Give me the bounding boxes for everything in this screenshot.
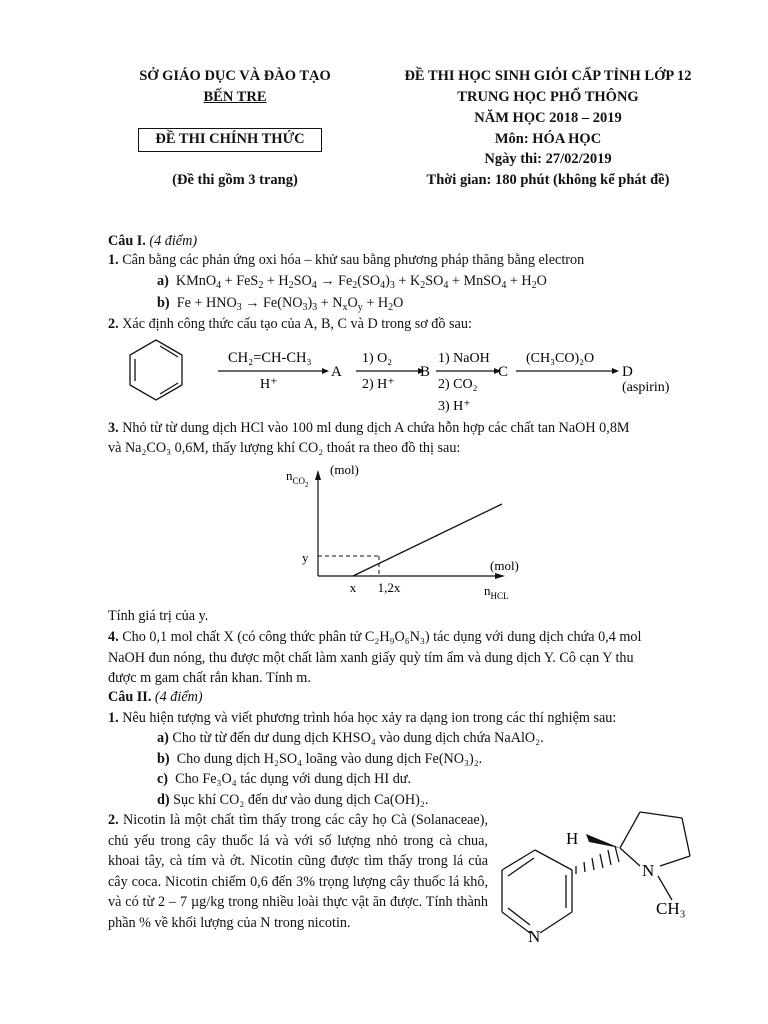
reagent-acid: H⁺ xyxy=(260,377,278,392)
step4-anhydride: (CH₃CO)₂O xyxy=(526,351,595,366)
pyridine-n-label: N xyxy=(528,927,541,946)
pyrrolidine-ring xyxy=(620,812,690,900)
series-line xyxy=(353,504,502,576)
experiment-c: c) Cho Fe₃O₄ tác dụng với dung dịch HI dư. xyxy=(157,771,412,787)
subject: Môn: HÓA HỌC xyxy=(494,131,602,147)
experiment-d: d) Sục khí CO₂ đến dư vào dung dịch Ca(OH)₂. xyxy=(157,792,429,808)
question-1-3-ask: Tính giá trị của y. xyxy=(108,608,209,624)
section-title-1: Câu I. (4 điểm) xyxy=(108,233,198,249)
exam-date: Ngày thi: 27/02/2019 xyxy=(484,151,612,167)
exam-level: TRUNG HỌC PHỔ THÔNG xyxy=(457,89,639,105)
x-tick-1-2x: 1,2x xyxy=(377,580,401,595)
pyridine-ring xyxy=(502,850,572,933)
x-unit: (mol) xyxy=(490,558,519,573)
question-1-3-line1: 3. Nhỏ từ từ dung dịch HCl vào 100 ml dung dịch A chứa hỗn hợp các chất tan NaOH 0,8M xyxy=(108,420,630,436)
official-exam-box: ĐỀ THI CHÍNH THỨC xyxy=(138,128,322,152)
department-name: SỞ GIÁO DỤC VÀ ĐÀO TẠO xyxy=(139,68,331,84)
compound-a: A xyxy=(331,364,342,380)
aspirin-label: (aspirin) xyxy=(622,380,670,395)
co2-graph xyxy=(280,458,540,608)
step3-acid: 3) H⁺ xyxy=(438,399,471,414)
y-unit: (mol) xyxy=(330,462,359,477)
compound-d: D xyxy=(622,364,633,380)
experiment-a: a) Cho từ từ đến dư dung dịch KHSO₄ vào dung dịch chứa NaAlO₂. xyxy=(157,730,544,746)
step2-acid: 2) H⁺ xyxy=(362,377,395,392)
experiment-b: b) Cho dung dịch H₂SO₄ loãng vào dung dịch Fe(NO₃)₂. xyxy=(157,751,483,767)
hydrogen-label: H xyxy=(566,829,579,848)
equation-b: b) $Fe + HNO_3 \to Fe(NO_3)_3 + N_xO_y + H_2O$ xyxy=(157,295,404,313)
nicotine-structure xyxy=(490,800,720,960)
exam-duration: Thời gian: 180 phút (không kể phát đề) xyxy=(426,172,670,188)
question-1-4-line3: được m gam chất rắn khan. Tính m. xyxy=(108,670,311,686)
question-1-1: 1. Cân bằng các phản ứng oxi hóa – khử sau bằng phương pháp thăng bằng electron xyxy=(108,252,585,268)
x-tick-x: x xyxy=(349,580,357,595)
solid-wedge-bond xyxy=(586,834,620,848)
equation-a: a) KMnO$_4$ + $FeS_2 + H_2SO_4 \to Fe_2(SO_4)_3 + K_2SO_4$ + MnSO$_4$ + $H_2O$ xyxy=(157,273,547,291)
step2-oxygen: 1) O₂ xyxy=(362,351,393,366)
x-axis-arrow xyxy=(495,573,505,579)
methyl-label: CH₃ xyxy=(656,899,686,918)
reagent-propene: CH₂=CH-CH₃ xyxy=(228,350,312,366)
y-axis-label: $n_{CO2}$ xyxy=(286,468,309,489)
question-2-1: 1. Nêu hiện tượng và viết phương trình hóa học xảy ra dạng ion trong các thí nghiệm sau: xyxy=(108,710,617,726)
section-title-2: Câu II. (4 điểm) xyxy=(108,689,203,705)
question-1-4-line1: 4. Cho 0,1 mol chất X (có công thức phân tử C₂H₉O₆N₃) tác dụng với dung dịch chứa 0,4 mol xyxy=(108,629,642,645)
province-name: BẾN TRE xyxy=(203,89,267,105)
x-axis-label: $n_{HCL}$ xyxy=(484,583,509,601)
reaction-scheme xyxy=(108,334,708,416)
pages-note: (Đề thi gồm 3 trang) xyxy=(172,172,298,188)
exam-title: ĐỀ THI HỌC SINH GIỎI CẤP TỈNH LỚP 12 xyxy=(404,68,692,84)
step3-co2: 2) CO₂ xyxy=(438,377,478,392)
question-1-2: 2. Xác định công thức cấu tạo của A, B, C và D trong sơ đồ sau: xyxy=(108,316,472,332)
hashed-wedge-bond xyxy=(576,846,619,874)
school-year: NĂM HỌC 2018 – 2019 xyxy=(474,110,622,126)
y-tick-y: y xyxy=(302,550,309,565)
question-1-3-line2: và Na₂CO₃ 0,6M, thấy lượng khí CO₂ thoát ra theo đồ thị sau: xyxy=(108,440,461,456)
pyrrolidine-n-label: N xyxy=(642,861,655,880)
question-2-2: 2. Nicotin là một chất tìm thấy trong các cây họ Cà (Solanaceae), chủ yếu trong cây thuốc lá và với số lượng nhỏ trong cà chua, khoai tây, cà tím và ớt. Nicotin cũng được tìm thấy trong lá của cây coca. Nicotin chiếm 0,6 đến 3% trọng lượng cây thuốc lá khô, và có từ 2 – 7 µg/kg trong nhiều loài thực vật ăn được. Tính thành phần % về khối lượng của N trong nicotin. xyxy=(108,812,488,931)
benzene-icon xyxy=(130,340,182,400)
y-axis-arrow xyxy=(315,470,321,480)
question-1-4-line2: NaOH đun nóng, thu được một chất làm xanh giấy quỳ tím ẩm và dung dịch Y. Cô cạn Y thu xyxy=(108,650,634,666)
compound-b: B xyxy=(420,364,431,380)
compound-c: C xyxy=(498,364,509,380)
step3-naoh: 1) NaOH xyxy=(438,351,490,366)
